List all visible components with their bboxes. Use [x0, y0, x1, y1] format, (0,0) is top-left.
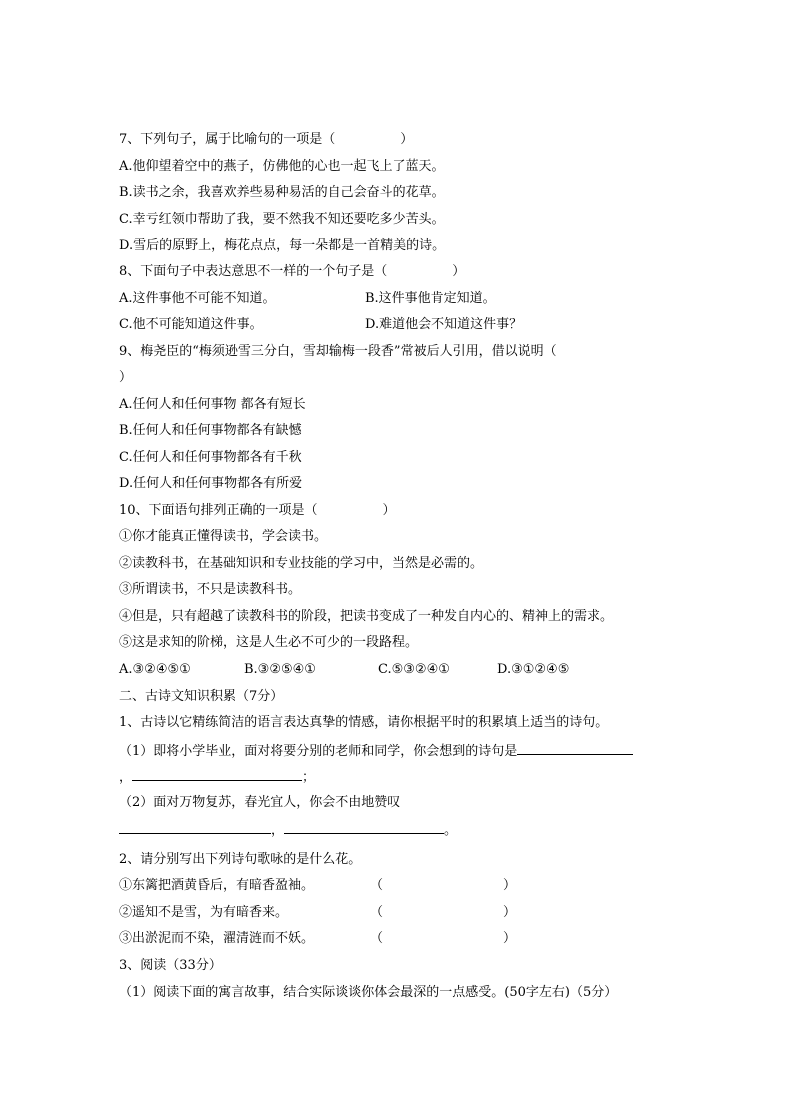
q10-sentence-4: ④但是，只有超越了读教科书的阶段，把读书变成了一种发自内心的、精神上的需求。: [119, 609, 614, 624]
q10-sentence-5: ⑤这是求知的阶梯，这是人生必不可少的一段路程。: [119, 635, 419, 650]
paren-close: ）: [503, 878, 517, 893]
section-2-title: 二、古诗文知识积累（7分）: [119, 689, 284, 704]
poem-q1-part1: [119, 741, 633, 761]
q10-option-c: C.⑤③②④①: [378, 662, 450, 677]
q10-sentence-2: ②读教科书，在基础知识和专业技能的学习中，当然是必需的。: [119, 556, 484, 571]
paren-open: （: [370, 905, 384, 920]
q10-stem: 10、下面语句排列正确的一项是（ ）: [119, 503, 396, 518]
paren-open: （: [370, 931, 384, 946]
q7-option-b: B.读书之余，我喜欢养些易种易活的自己会奋斗的花草。: [119, 185, 445, 200]
q9-option-c: C.任何人和任何事物都各有千秋: [119, 450, 302, 465]
q8-option-b: B.这件事他肯定知道。: [365, 291, 496, 306]
q7-option-d: D.雪后的原野上，梅花点点，每一朵都是一首精美的诗。: [119, 238, 446, 253]
poem-q2-stem: 2、请分别写出下列诗句歌咏的是什么花。: [119, 852, 362, 867]
q10-sentence-3: ③所谓读书，不只是读教科书。: [119, 582, 302, 597]
q9-stem: 9、梅尧臣的“梅须逊雪三分白，雪却输梅一段香”常被后人引用，借以说明（: [119, 344, 557, 359]
paren-close: ）: [503, 905, 517, 920]
reading-q1: （1）阅读下面的寓言故事，结合实际谈谈你体会最深的一点感受。(50字左右)（5分）: [119, 985, 618, 1000]
poem-q1-part2: （2）面对万物复苏，春光宜人，你会不由地赞叹: [119, 795, 401, 810]
answer-blank[interactable]: [517, 741, 633, 755]
q9-stem-end: ）: [119, 370, 133, 385]
poem-line-1: ①东篱把酒黄昏后，有暗香盈袖。: [119, 878, 315, 893]
q8-option-c: C.他不可能知道这件事。: [119, 317, 263, 332]
q7-stem: 7、下列句子，属于比喻句的一项是（ ）: [119, 132, 414, 147]
q8-stem: 8、下面句子中表达意思不一样的一个句子是（ ）: [119, 264, 466, 279]
paren-open: （: [370, 878, 384, 893]
q7-option-c: C.幸亏红领巾帮助了我，要不然我不知还要吃多少苦头。: [119, 212, 445, 227]
q9-option-b: B.任何人和任何事物都各有缺憾: [119, 423, 302, 438]
q10-option-a: A.③②④⑤①: [119, 662, 191, 677]
poem-q1-part2-cont: [119, 820, 457, 840]
period-mark: 。: [444, 823, 458, 838]
q7-option-a: A.他仰望着空中的燕子，仿佛他的心也一起飞上了蓝天。: [119, 159, 445, 174]
q10-sentence-1: ①你才能真正懂得读书，学会读书。: [119, 529, 328, 544]
q10-option-d: D.③①②④⑤: [497, 662, 570, 677]
answer-blank[interactable]: [119, 820, 271, 834]
q9-option-d: D.任何人和任何事物都各有所爱: [119, 476, 303, 491]
answer-blank[interactable]: [284, 820, 444, 834]
answer-blank[interactable]: [132, 767, 302, 781]
semicolon-mark: ；: [302, 770, 316, 785]
reading-title: 3、阅读（33分）: [119, 958, 222, 973]
comma-mark: ，: [271, 823, 285, 838]
q8-option-a: A.这件事他不可能不知道。: [119, 291, 276, 306]
poem-line-3: ③出淤泥而不染，濯清涟而不妖。: [119, 931, 315, 946]
q9-option-a: A.任何人和任何事物 都各有短长: [119, 397, 306, 412]
poem-q1-stem: 1、古诗以它精练简洁的语言表达真挚的情感，请你根据平时的积累填上适当的诗句。: [119, 715, 609, 730]
poem-line-2: ②遥知不是雪，为有暗香来。: [119, 905, 289, 920]
poem-q1-part1-cont: [119, 767, 315, 787]
comma-mark: ，: [119, 770, 133, 785]
poem-q1-part1-text: （1）即将小学毕业，面对将要分别的老师和同学，你会想到的诗句是: [119, 744, 518, 759]
q8-option-d: D.难道他会不知道这件事？: [365, 317, 523, 332]
paren-close: ）: [503, 931, 517, 946]
q10-option-b: B.③②⑤④①: [244, 662, 316, 677]
